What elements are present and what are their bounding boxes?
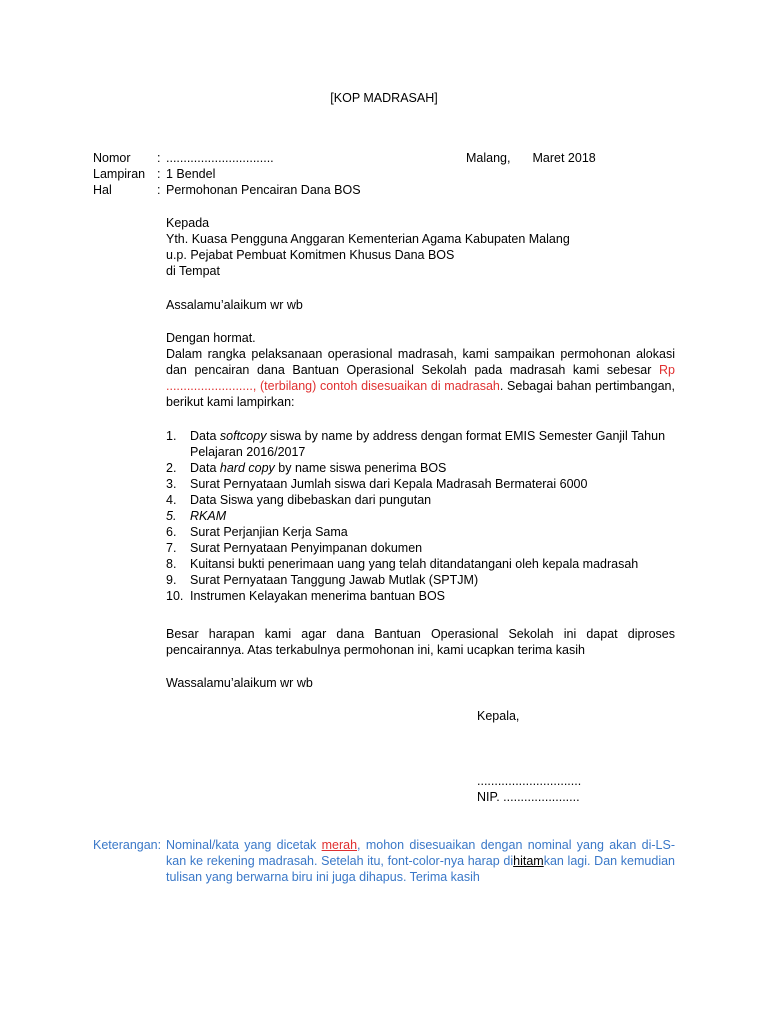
note-text-part: kan lagi. Dan kemudian tulisan yang berwarna biru ini juga dihapus. Terima kasih <box>166 854 676 884</box>
list-item: 2. Data hard copy by name siswa penerima BOS <box>166 461 447 475</box>
hal-value: Permohonan Pencairan Dana BOS <box>166 183 361 197</box>
list-item: 4. Data Siswa yang dibebaskan dari pungutan <box>166 493 432 507</box>
list-item: 6. Surat Perjanjian Kerja Sama <box>166 525 348 539</box>
list-item: 8. Kuitansi bukti penerimaan uang yang telah ditandatangani oleh kepala madrasah <box>166 557 639 571</box>
note-text <box>166 837 675 885</box>
addressee-line: Yth. Kuasa Pengguna Anggaran Kementerian Agama Kabupaten Malang <box>166 232 570 246</box>
addressee-line: u.p. Pejabat Pembuat Komitmen Khusus Dana BOS <box>166 248 455 262</box>
list-item: 10. Instrumen Kelayakan menerima bantuan BOS <box>166 589 445 603</box>
addressee-line: Kepada <box>166 216 210 230</box>
note-text-part: , mohon disesuaikan dengan nominal yang akan di-LS-kan ke rekening madrasah. Setelah itu, font-color-nya harap di <box>166 838 675 868</box>
nomor-value: ............................... <box>166 151 274 165</box>
signature-name-line: .............................. <box>477 774 582 788</box>
note-hitam-word: hitam <box>513 854 544 868</box>
greeting: Assalamu’alaikum wr wb <box>166 298 303 312</box>
lampiran-value: 1 Bendel <box>166 167 216 181</box>
hal-label: Hal <box>93 183 112 197</box>
addressee-block <box>166 215 675 279</box>
closing-greeting: Wassalamu’alaikum wr wb <box>166 676 313 690</box>
note-text-part: Nominal/kata yang dicetak <box>166 838 322 852</box>
list-item: 9. Surat Pernyataan Tanggung Jawab Mutlak (SPTJM) <box>166 573 479 587</box>
addressee-line: di Tempat <box>166 264 220 278</box>
date-month-year: Maret 2018 <box>532 151 596 165</box>
paragraph-closing: Besar harapan kami agar dana Bantuan Operasional Sekolah ini dapat diproses pencairannya. Atas terkabulnya permohonan ini, kami ucapkan terima kasih <box>166 627 675 657</box>
lampiran-colon: : <box>157 167 161 181</box>
list-item: 1. Data softcopy siswa by name by address dengan format EMIS Semester Ganjil Tahun Pelajaran 2016/2017 <box>166 429 666 459</box>
list-item: 3. Surat Pernyataan Jumlah siswa dari Kepala Madrasah Bermaterai 6000 <box>166 477 588 491</box>
note-merah-word: merah <box>321 838 358 852</box>
letterhead-placeholder: [KOP MADRASAH] <box>330 91 438 105</box>
paragraph-request-amount: Rp ........................., (terbilang) contoh disesuaikan di madrasah <box>166 363 675 393</box>
signature-title: Kepala, <box>477 709 520 723</box>
signature-nip: NIP. ...................... <box>477 790 580 804</box>
list-item: 7. Surat Pernyataan Penyimpanan dokumen <box>166 541 423 555</box>
lampiran-label: Lampiran <box>93 167 146 181</box>
paragraph-request-text-end: . Sebagai bahan pertimbangan, berikut kami lampirkan: <box>166 379 675 409</box>
paragraph-request <box>166 346 675 410</box>
attachment-list <box>166 428 675 604</box>
nomor-colon: : <box>157 151 161 165</box>
nomor-label: Nomor <box>93 151 131 165</box>
note-label: Keterangan: <box>93 838 162 852</box>
hal-colon: : <box>157 183 161 197</box>
opening: Dengan hormat. <box>166 331 256 345</box>
date-city: Malang, <box>466 151 511 165</box>
list-item: 5. RKAM <box>166 509 227 523</box>
letter-date <box>466 150 596 166</box>
paragraph-request-text: Dalam rangka pelaksanaan operasional madrasah, kami sampaikan permohonan alokasi dan pencairan dana Bantuan Operasional Sekolah pada madrasah kami sebesar <box>166 347 675 377</box>
